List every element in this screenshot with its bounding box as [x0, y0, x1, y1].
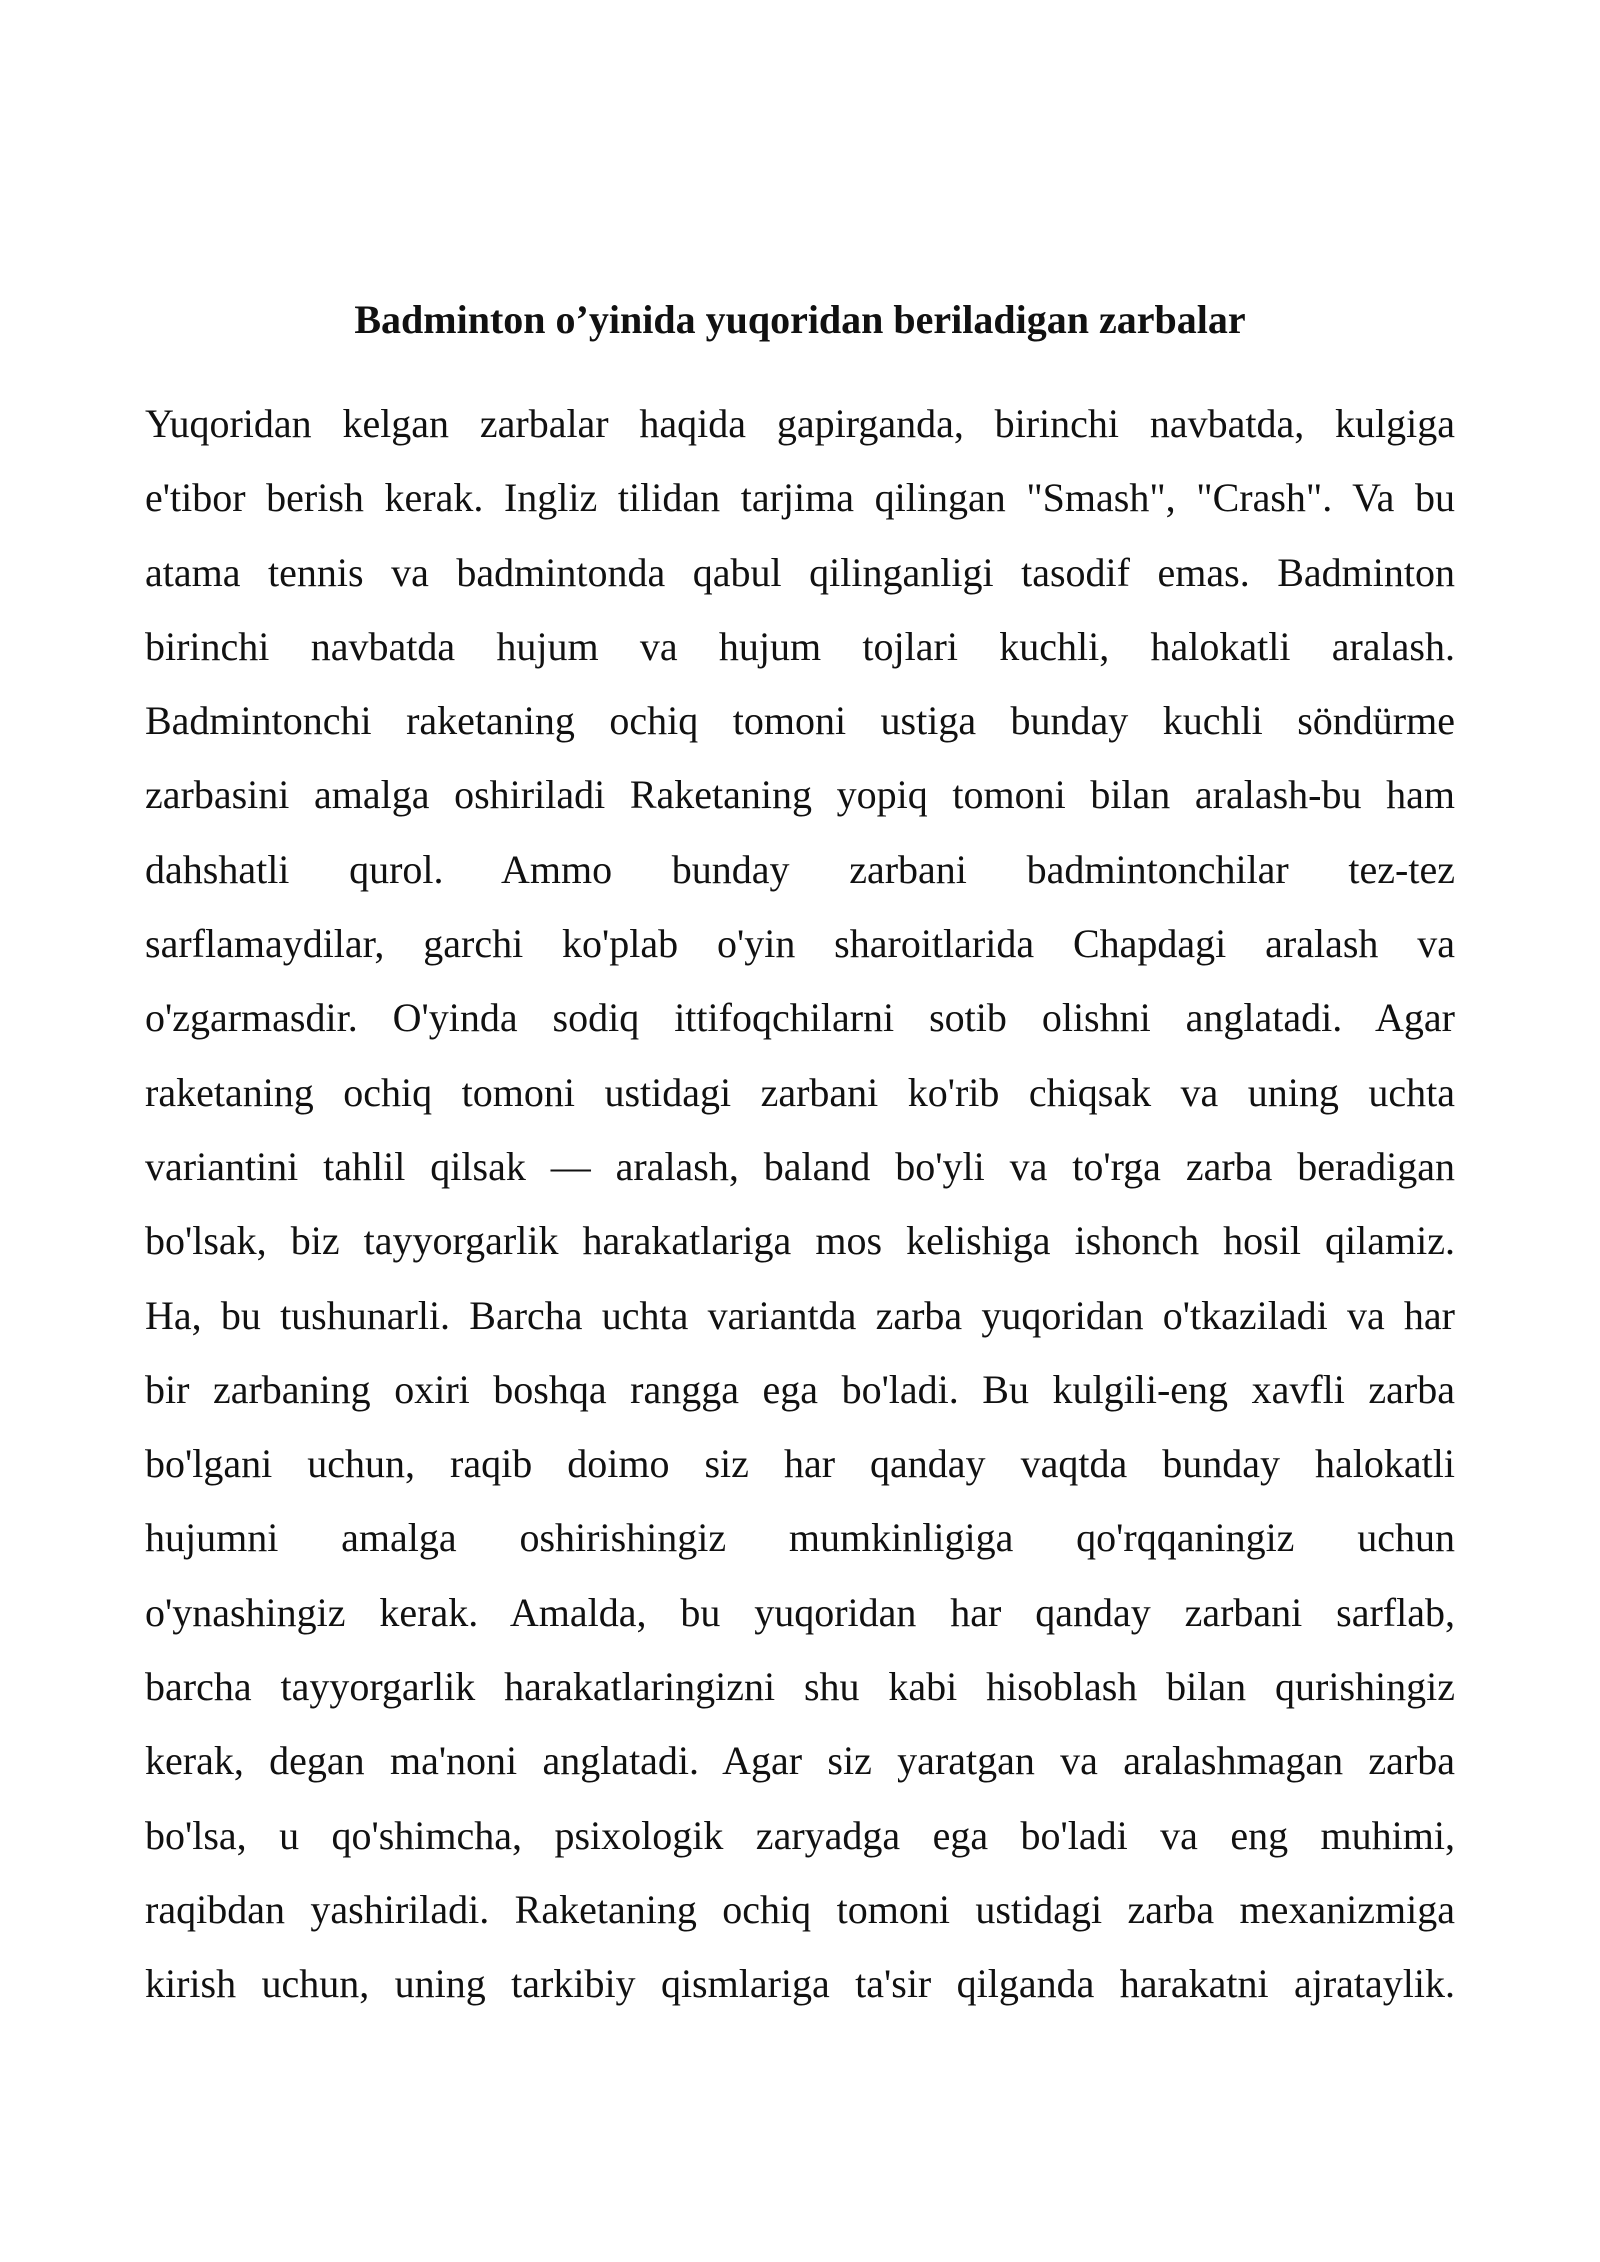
- body-line: bo'lsak, biz tayyorgarlik harakatlariga mos kelishiga ishonch hosil qilamiz.: [145, 1218, 1455, 1264]
- body-line: Ha, bu tushunarli. Barcha uchta variantda zarba yuqoridan o'tkaziladi va har: [145, 1292, 1455, 1338]
- body-line: zarbasini amalga oshiriladi Raketaning yopiq tomoni bilan aralash-bu ham: [145, 772, 1455, 818]
- body-line: Yuqoridan kelgan zarbalar haqida gapirganda, birinchi navbatda, kulgiga: [145, 401, 1455, 446]
- document-title: Badminton o’yinida yuqoridan beriladigan zarbalar: [354, 297, 1246, 342]
- body-line: raketaning ochiq tomoni ustidagi zarbani ko'rib chiqsak va uning uchta: [145, 1069, 1455, 1115]
- body-line: bir zarbaning oxiri boshqa rangga ega bo'ladi. Bu kulgili-eng xavfli zarba: [145, 1366, 1455, 1412]
- body-line: o'zgarmasdir. O'yinda sodiq ittifoqchilarni sotib olishni anglatadi. Agar: [145, 995, 1455, 1041]
- body-line: atama tennis va badmintonda qabul qilinganligi tasodif emas. Badminton: [145, 549, 1455, 595]
- document-body: [145, 387, 1455, 2022]
- body-line: sarflamaydilar, garchi ko'plab o'yin sharoitlarida Chapdagi aralash va: [145, 921, 1455, 967]
- body-line: o'ynashingiz kerak. Amalda, bu yuqoridan har qanday zarbani sarflab,: [145, 1589, 1455, 1635]
- body-line: bo'lgani uchun, raqib doimo siz har qanday vaqtda bunday halokatli: [145, 1441, 1455, 1487]
- body-line: birinchi navbatda hujum va hujum tojlari kuchli, halokatli aralash.: [145, 623, 1455, 669]
- body-line: kirish uchun, uning tarkibiy qismlariga ta'sir qilganda harakatni ajrataylik.: [145, 1961, 1455, 2007]
- body-line: e'tibor berish kerak. Ingliz tilidan tarjima qilingan "Smash", "Crash". Va bu: [145, 475, 1455, 521]
- body-line: dahshatli qurol. Ammo bunday zarbani badmintonchilar tez-tez: [145, 846, 1455, 892]
- body-line: kerak, degan ma'noni anglatadi. Agar siz yaratgan va aralashmagan zarba: [145, 1738, 1455, 1784]
- body-line: barcha tayyorgarlik harakatlaringizni shu kabi hisoblash bilan qurishingiz: [145, 1664, 1455, 1710]
- body-line: Badmintonchi raketaning ochiq tomoni ustiga bunday kuchli söndürme: [145, 698, 1455, 744]
- body-line: raqibdan yashiriladi. Raketaning ochiq tomoni ustidagi zarba mexanizmiga: [145, 1886, 1455, 1932]
- body-line: hujumni amalga oshirishingiz mumkinligiga qo'rqqaningiz uchun: [145, 1515, 1455, 1561]
- body-line: variantini tahlil qilsak — aralash, baland bo'yli va to'rga zarba beradigan: [145, 1143, 1455, 1189]
- body-line: bo'lsa, u qo'shimcha, psixologik zaryadga ega bo'ladi va eng muhimi,: [145, 1812, 1455, 1858]
